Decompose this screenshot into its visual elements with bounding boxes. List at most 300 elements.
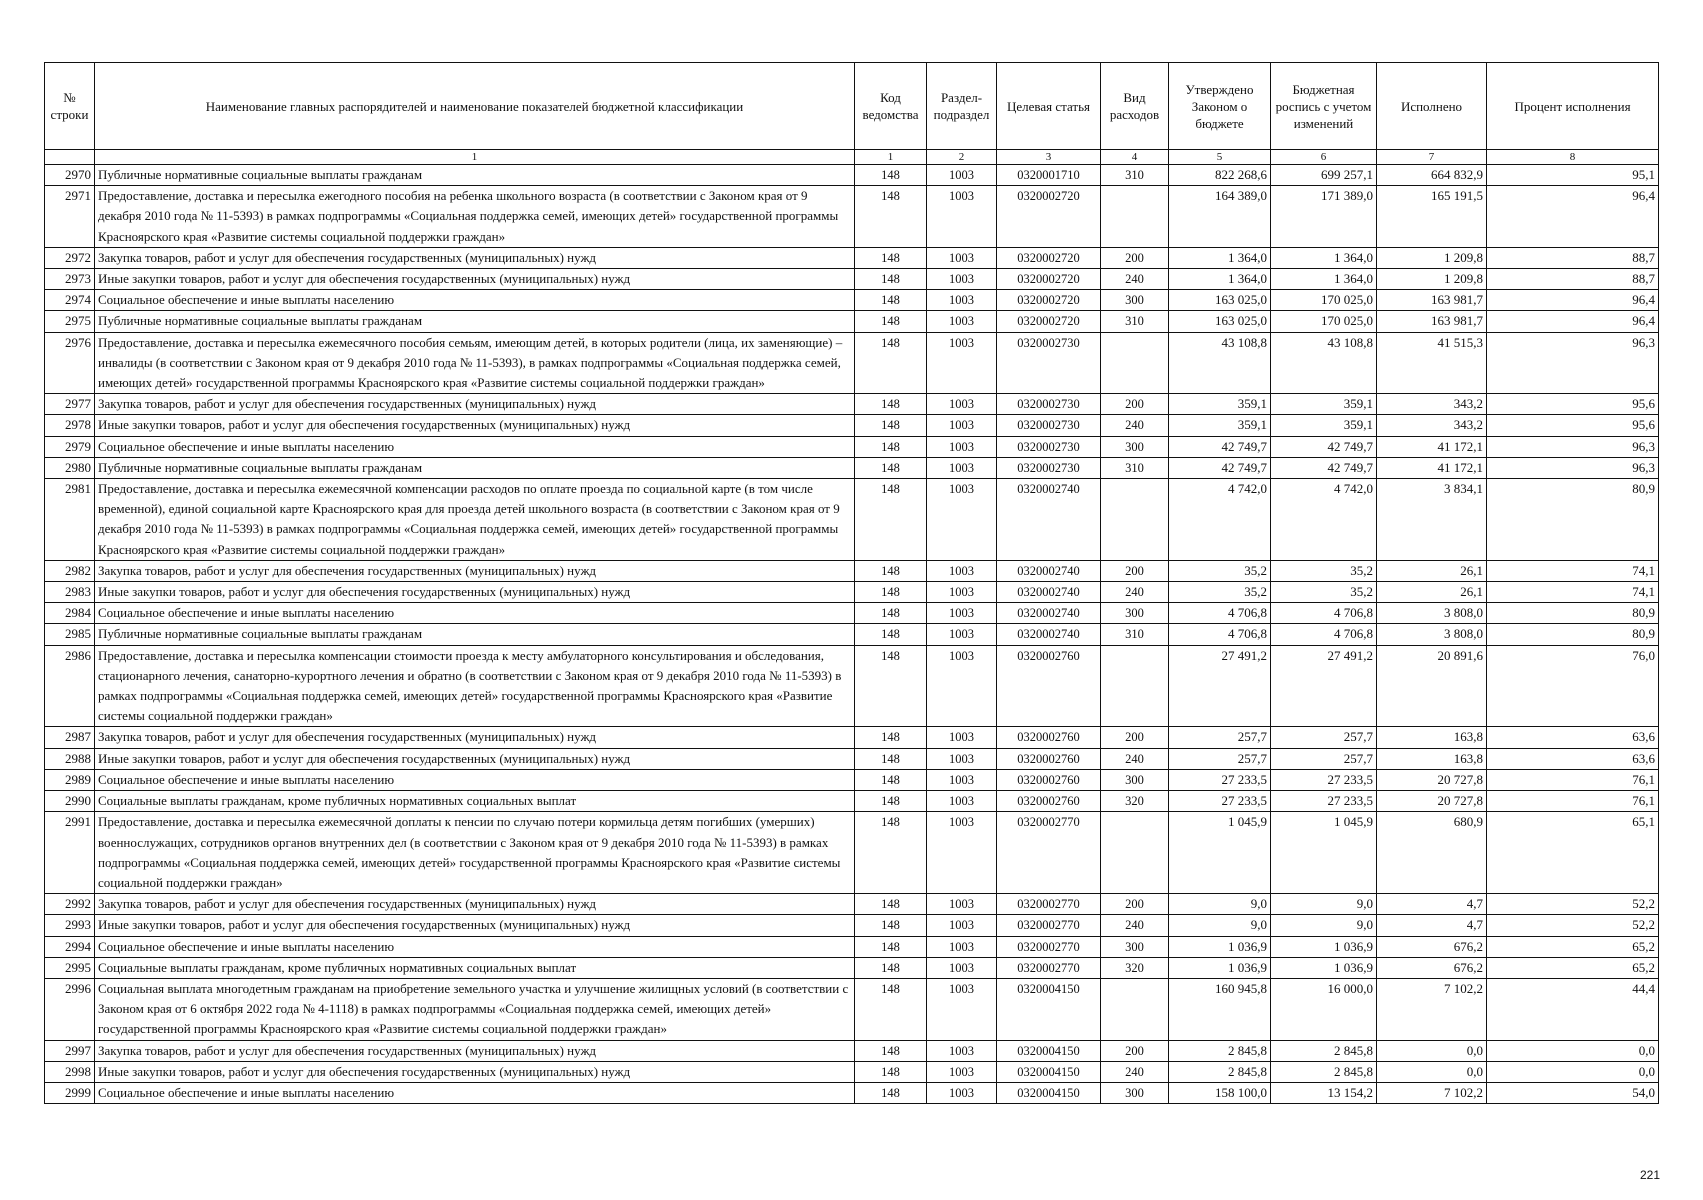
row-approved: 359,1 [1169,394,1271,415]
row-vid [1101,978,1169,1040]
row-budget-list: 170 025,0 [1271,311,1377,332]
table-row [45,186,1659,248]
column-number: 7 [1377,150,1487,165]
row-section: 1003 [927,1061,997,1082]
table-row [45,269,1659,290]
row-target: 0320002720 [997,186,1101,248]
row-target: 0320001710 [997,165,1101,186]
row-percent: 96,4 [1487,186,1659,248]
row-approved: 2 845,8 [1169,1061,1271,1082]
header-vid: Вид расходов [1101,63,1169,150]
table-row [45,748,1659,769]
table-row [45,479,1659,561]
row-section: 1003 [927,311,997,332]
row-executed: 343,2 [1377,415,1487,436]
row-number: 2999 [45,1082,95,1103]
row-target: 0320002740 [997,479,1101,561]
row-number: 2985 [45,624,95,645]
row-code: 148 [855,748,927,769]
row-target: 0320004150 [997,1082,1101,1103]
column-number: 1 [855,150,927,165]
row-vid: 200 [1101,1040,1169,1061]
row-executed: 3 834,1 [1377,479,1487,561]
row-approved: 163 025,0 [1169,311,1271,332]
row-budget-list: 1 364,0 [1271,269,1377,290]
row-code: 148 [855,394,927,415]
row-percent: 96,3 [1487,457,1659,478]
row-percent: 96,4 [1487,290,1659,311]
row-budget-list: 359,1 [1271,394,1377,415]
row-budget-list: 257,7 [1271,727,1377,748]
row-executed: 1 209,8 [1377,269,1487,290]
header-row-no: № строки [45,63,95,150]
row-approved: 1 036,9 [1169,936,1271,957]
row-target: 0320002770 [997,915,1101,936]
row-vid [1101,812,1169,894]
row-approved: 27 233,5 [1169,791,1271,812]
row-executed: 163,8 [1377,727,1487,748]
row-percent: 65,2 [1487,936,1659,957]
header-budget-list: Бюджетная роспись с учетом изменений [1271,63,1377,150]
row-code: 148 [855,186,927,248]
row-budget-list: 27 233,5 [1271,791,1377,812]
row-executed: 41 515,3 [1377,332,1487,394]
row-vid: 300 [1101,290,1169,311]
row-target: 0320002730 [997,436,1101,457]
row-code: 148 [855,415,927,436]
row-name: Публичные нормативные социальные выплаты гражданам [95,311,855,332]
row-percent: 80,9 [1487,624,1659,645]
table-row [45,1061,1659,1082]
row-name: Социальная выплата многодетным гражданам на приобретение земельного участка и улучшение жилищных условий (в соответствии с Законом края от 6 октября 2022 года № 4-1118) в рамках подпрограммы «Социальная поддержка семей, имеющих детей» государственной программы Красноярского края «Развитие системы социальной поддержки граждан» [95,978,855,1040]
row-name: Социальные выплаты гражданам, кроме публичных нормативных социальных выплат [95,791,855,812]
row-name: Социальное обеспечение и иные выплаты населению [95,290,855,311]
row-section: 1003 [927,457,997,478]
table-row [45,582,1659,603]
row-name: Публичные нормативные социальные выплаты гражданам [95,165,855,186]
row-percent: 80,9 [1487,479,1659,561]
row-approved: 27 491,2 [1169,645,1271,727]
row-target: 0320002730 [997,394,1101,415]
row-budget-list: 4 706,8 [1271,603,1377,624]
row-number: 2994 [45,936,95,957]
row-budget-list: 9,0 [1271,915,1377,936]
row-budget-list: 16 000,0 [1271,978,1377,1040]
row-target: 0320002770 [997,894,1101,915]
row-section: 1003 [927,769,997,790]
row-approved: 1 364,0 [1169,247,1271,268]
row-section: 1003 [927,186,997,248]
row-code: 148 [855,894,927,915]
row-approved: 4 706,8 [1169,603,1271,624]
column-number: 1 [95,150,855,165]
row-section: 1003 [927,915,997,936]
column-number: 3 [997,150,1101,165]
row-executed: 343,2 [1377,394,1487,415]
table-row [45,560,1659,581]
row-executed: 26,1 [1377,560,1487,581]
row-number: 2991 [45,812,95,894]
row-target: 0320002740 [997,582,1101,603]
row-name: Иные закупки товаров, работ и услуг для обеспечения государственных (муниципальных) нужд [95,915,855,936]
row-section: 1003 [927,1040,997,1061]
row-section: 1003 [927,165,997,186]
row-name: Предоставление, доставка и пересылка ежемесячной компенсации расходов по оплате проезда по социальной карте (в том числе временной), единой социальной карте Красноярского края для проезда детей школьного возраста (в соответствии с Законом края от 9 декабря 2010 года № 11-5393) в рамках подпрограммы «Социальная поддержка семей, имеющих детей» государственной программы Красноярского края «Развитие системы социальной поддержки граждан» [95,479,855,561]
row-target: 0320002770 [997,812,1101,894]
table-row [45,415,1659,436]
row-vid: 310 [1101,457,1169,478]
row-target: 0320004150 [997,978,1101,1040]
row-approved: 163 025,0 [1169,290,1271,311]
row-budget-list: 1 036,9 [1271,957,1377,978]
row-approved: 257,7 [1169,727,1271,748]
row-number: 2974 [45,290,95,311]
row-percent: 65,1 [1487,812,1659,894]
row-approved: 27 233,5 [1169,769,1271,790]
row-name: Закупка товаров, работ и услуг для обеспечения государственных (муниципальных) нужд [95,560,855,581]
table-body [45,165,1659,1104]
row-percent: 96,3 [1487,332,1659,394]
row-code: 148 [855,311,927,332]
row-code: 148 [855,165,927,186]
row-code: 148 [855,791,927,812]
row-budget-list: 27 233,5 [1271,769,1377,790]
row-code: 148 [855,332,927,394]
table-row [45,165,1659,186]
table-row [45,436,1659,457]
row-approved: 822 268,6 [1169,165,1271,186]
row-name: Предоставление, доставка и пересылка компенсации стоимости проезда к месту амбулаторного консультирования и обследования, стационарного лечения, санаторно-курортного лечения и обратно (в соответствии с Законом края от 9 декабря 2010 года № 11-5393) в рамках подпрограммы «Социальная поддержка семей, имеющих детей» государственной программы Красноярского края «Развитие системы социальной поддержки граждан» [95,645,855,727]
row-approved: 35,2 [1169,582,1271,603]
table-row [45,603,1659,624]
row-target: 0320002770 [997,957,1101,978]
row-budget-list: 43 108,8 [1271,332,1377,394]
table-row [45,894,1659,915]
row-name: Иные закупки товаров, работ и услуг для обеспечения государственных (муниципальных) нужд [95,269,855,290]
table-row [45,812,1659,894]
row-executed: 4,7 [1377,915,1487,936]
row-executed: 680,9 [1377,812,1487,894]
row-number: 2992 [45,894,95,915]
row-budget-list: 359,1 [1271,415,1377,436]
row-executed: 41 172,1 [1377,457,1487,478]
row-section: 1003 [927,415,997,436]
row-percent: 76,1 [1487,791,1659,812]
row-approved: 9,0 [1169,894,1271,915]
row-executed: 163 981,7 [1377,311,1487,332]
row-section: 1003 [927,290,997,311]
row-budget-list: 4 706,8 [1271,624,1377,645]
row-target: 0320002720 [997,311,1101,332]
row-vid: 240 [1101,1061,1169,1082]
row-target: 0320004150 [997,1040,1101,1061]
row-approved: 257,7 [1169,748,1271,769]
row-number: 2984 [45,603,95,624]
row-target: 0320002740 [997,560,1101,581]
table-row [45,1040,1659,1061]
row-number: 2988 [45,748,95,769]
row-name: Публичные нормативные социальные выплаты гражданам [95,457,855,478]
row-code: 148 [855,1082,927,1103]
row-executed: 664 832,9 [1377,165,1487,186]
row-target: 0320002760 [997,769,1101,790]
row-executed: 163 981,7 [1377,290,1487,311]
table-row [45,1082,1659,1103]
row-section: 1003 [927,603,997,624]
row-vid: 300 [1101,436,1169,457]
column-number: 6 [1271,150,1377,165]
row-budget-list: 2 845,8 [1271,1061,1377,1082]
row-code: 148 [855,645,927,727]
row-budget-list: 257,7 [1271,748,1377,769]
row-code: 148 [855,727,927,748]
row-number: 2983 [45,582,95,603]
row-section: 1003 [927,436,997,457]
row-approved: 359,1 [1169,415,1271,436]
row-code: 148 [855,769,927,790]
row-target: 0320002770 [997,936,1101,957]
row-target: 0320002740 [997,624,1101,645]
row-code: 148 [855,1040,927,1061]
row-vid: 200 [1101,727,1169,748]
row-executed: 3 808,0 [1377,603,1487,624]
column-number: 8 [1487,150,1659,165]
row-executed: 20 727,8 [1377,769,1487,790]
row-budget-list: 35,2 [1271,582,1377,603]
row-executed: 676,2 [1377,936,1487,957]
row-approved: 35,2 [1169,560,1271,581]
row-executed: 1 209,8 [1377,247,1487,268]
row-approved: 43 108,8 [1169,332,1271,394]
column-number: 2 [927,150,997,165]
row-section: 1003 [927,791,997,812]
row-number: 2998 [45,1061,95,1082]
row-target: 0320002720 [997,247,1101,268]
row-section: 1003 [927,978,997,1040]
row-code: 148 [855,936,927,957]
row-vid: 240 [1101,915,1169,936]
row-percent: 96,4 [1487,311,1659,332]
row-name: Предоставление, доставка и пересылка ежемесячного пособия семьям, имеющим детей, в которых родители (лица, их заменяющие) – инвалиды (в соответствии с Законом края от 9 декабря 2010 года № 11-5393), в рамках подпрограммы «Социальная поддержка семей, имеющих детей» государственной программы Красноярского края «Развитие системы социальной поддержки граждан» [95,332,855,394]
row-number: 2971 [45,186,95,248]
row-percent: 80,9 [1487,603,1659,624]
row-approved: 160 945,8 [1169,978,1271,1040]
row-target: 0320002740 [997,603,1101,624]
budget-table [44,62,1659,1104]
row-executed: 41 172,1 [1377,436,1487,457]
header-approved: Утверждено Законом о бюджете [1169,63,1271,150]
row-code: 148 [855,978,927,1040]
row-budget-list: 4 742,0 [1271,479,1377,561]
table-row [45,957,1659,978]
row-code: 148 [855,582,927,603]
row-budget-list: 699 257,1 [1271,165,1377,186]
row-vid: 300 [1101,769,1169,790]
row-name: Закупка товаров, работ и услуг для обеспечения государственных (муниципальных) нужд [95,247,855,268]
row-executed: 4,7 [1377,894,1487,915]
row-vid: 240 [1101,748,1169,769]
row-number: 2980 [45,457,95,478]
row-code: 148 [855,560,927,581]
row-budget-list: 1 364,0 [1271,247,1377,268]
row-section: 1003 [927,394,997,415]
row-approved: 164 389,0 [1169,186,1271,248]
row-percent: 96,3 [1487,436,1659,457]
row-name: Социальное обеспечение и иные выплаты населению [95,436,855,457]
row-name: Социальное обеспечение и иные выплаты населению [95,1082,855,1103]
row-vid: 200 [1101,394,1169,415]
row-vid: 240 [1101,269,1169,290]
row-vid [1101,332,1169,394]
row-code: 148 [855,812,927,894]
row-number: 2987 [45,727,95,748]
row-vid [1101,186,1169,248]
row-approved: 42 749,7 [1169,457,1271,478]
table-row [45,394,1659,415]
row-approved: 1 036,9 [1169,957,1271,978]
row-number: 2997 [45,1040,95,1061]
row-code: 148 [855,915,927,936]
row-code: 148 [855,1061,927,1082]
table-row [45,978,1659,1040]
header-target: Целевая статья [997,63,1101,150]
row-budget-list: 1 045,9 [1271,812,1377,894]
row-section: 1003 [927,1082,997,1103]
row-name: Социальное обеспечение и иные выплаты населению [95,936,855,957]
row-section: 1003 [927,582,997,603]
row-executed: 0,0 [1377,1040,1487,1061]
row-budget-list: 9,0 [1271,894,1377,915]
table-header-row [45,63,1659,150]
column-number: 5 [1169,150,1271,165]
row-percent: 52,2 [1487,915,1659,936]
table-row [45,791,1659,812]
row-number: 2977 [45,394,95,415]
row-budget-list: 42 749,7 [1271,436,1377,457]
row-code: 148 [855,479,927,561]
row-number: 2981 [45,479,95,561]
row-approved: 42 749,7 [1169,436,1271,457]
row-vid: 300 [1101,603,1169,624]
row-target: 0320002730 [997,457,1101,478]
row-section: 1003 [927,936,997,957]
row-budget-list: 13 154,2 [1271,1082,1377,1103]
row-name: Иные закупки товаров, работ и услуг для обеспечения государственных (муниципальных) нужд [95,582,855,603]
row-name: Социальные выплаты гражданам, кроме публичных нормативных социальных выплат [95,957,855,978]
row-executed: 3 808,0 [1377,624,1487,645]
row-target: 0320004150 [997,1061,1101,1082]
table-row [45,727,1659,748]
row-section: 1003 [927,894,997,915]
row-section: 1003 [927,645,997,727]
column-number-row [45,150,1659,165]
row-vid: 240 [1101,582,1169,603]
row-executed: 7 102,2 [1377,1082,1487,1103]
row-name: Предоставление, доставка и пересылка ежемесячной доплаты к пенсии по случаю потери кормильца детям погибших (умерших) военнослужащих, сотрудников органов внутренних дел (в соответствии с Законом края от 9 декабря 2010 года № 11-5393) в рамках подпрограммы «Социальная поддержка семей, имеющих детей» государственной программы Красноярского края «Развитие системы социальной поддержки граждан» [95,812,855,894]
row-section: 1003 [927,957,997,978]
row-name: Иные закупки товаров, работ и услуг для обеспечения государственных (муниципальных) нужд [95,1061,855,1082]
row-section: 1003 [927,479,997,561]
header-code: Код ведомства [855,63,927,150]
row-name: Социальное обеспечение и иные выплаты населению [95,603,855,624]
row-name: Публичные нормативные социальные выплаты гражданам [95,624,855,645]
row-target: 0320002720 [997,269,1101,290]
row-percent: 52,2 [1487,894,1659,915]
header-name: Наименование главных распорядителей и наименование показателей бюджетной классификации [95,63,855,150]
row-number: 2986 [45,645,95,727]
row-budget-list: 170 025,0 [1271,290,1377,311]
row-percent: 0,0 [1487,1061,1659,1082]
table-row [45,915,1659,936]
row-name: Закупка товаров, работ и услуг для обеспечения государственных (муниципальных) нужд [95,1040,855,1061]
row-percent: 44,4 [1487,978,1659,1040]
row-target: 0320002760 [997,645,1101,727]
row-vid: 310 [1101,624,1169,645]
row-name: Закупка товаров, работ и услуг для обеспечения государственных (муниципальных) нужд [95,894,855,915]
row-vid: 310 [1101,165,1169,186]
row-section: 1003 [927,247,997,268]
row-vid: 320 [1101,791,1169,812]
row-target: 0320002760 [997,727,1101,748]
row-name: Закупка товаров, работ и услуг для обеспечения государственных (муниципальных) нужд [95,727,855,748]
row-percent: 63,6 [1487,748,1659,769]
row-budget-list: 171 389,0 [1271,186,1377,248]
table-row [45,936,1659,957]
row-percent: 88,7 [1487,247,1659,268]
row-number: 2989 [45,769,95,790]
row-vid [1101,479,1169,561]
row-section: 1003 [927,560,997,581]
header-section: Раздел-подраздел [927,63,997,150]
row-target: 0320002760 [997,748,1101,769]
column-number-blank [45,150,95,165]
header-percent: Процент исполнения [1487,63,1659,150]
table-row [45,457,1659,478]
row-section: 1003 [927,332,997,394]
row-name: Предоставление, доставка и пересылка ежегодного пособия на ребенка школьного возраста (в соответствии с Законом края от 9 декабря 2010 года № 11-5393) в рамках подпрограммы «Социальная поддержка семей, имеющих детей» государственной программы Красноярского края «Развитие системы социальной поддержки граждан» [95,186,855,248]
row-percent: 95,1 [1487,165,1659,186]
row-percent: 95,6 [1487,415,1659,436]
row-vid: 300 [1101,1082,1169,1103]
row-code: 148 [855,269,927,290]
table-row [45,311,1659,332]
row-budget-list: 35,2 [1271,560,1377,581]
row-number: 2996 [45,978,95,1040]
row-code: 148 [855,957,927,978]
row-executed: 7 102,2 [1377,978,1487,1040]
table-row [45,645,1659,727]
row-number: 2982 [45,560,95,581]
row-code: 148 [855,603,927,624]
row-code: 148 [855,247,927,268]
row-target: 0320002730 [997,415,1101,436]
row-number: 2973 [45,269,95,290]
column-number: 4 [1101,150,1169,165]
row-name: Иные закупки товаров, работ и услуг для обеспечения государственных (муниципальных) нужд [95,748,855,769]
row-section: 1003 [927,748,997,769]
row-number: 2995 [45,957,95,978]
row-percent: 74,1 [1487,582,1659,603]
row-percent: 63,6 [1487,727,1659,748]
row-percent: 0,0 [1487,1040,1659,1061]
row-section: 1003 [927,269,997,290]
row-number: 2993 [45,915,95,936]
row-number: 2978 [45,415,95,436]
row-number: 2979 [45,436,95,457]
row-target: 0320002720 [997,290,1101,311]
row-code: 148 [855,290,927,311]
row-budget-list: 1 036,9 [1271,936,1377,957]
